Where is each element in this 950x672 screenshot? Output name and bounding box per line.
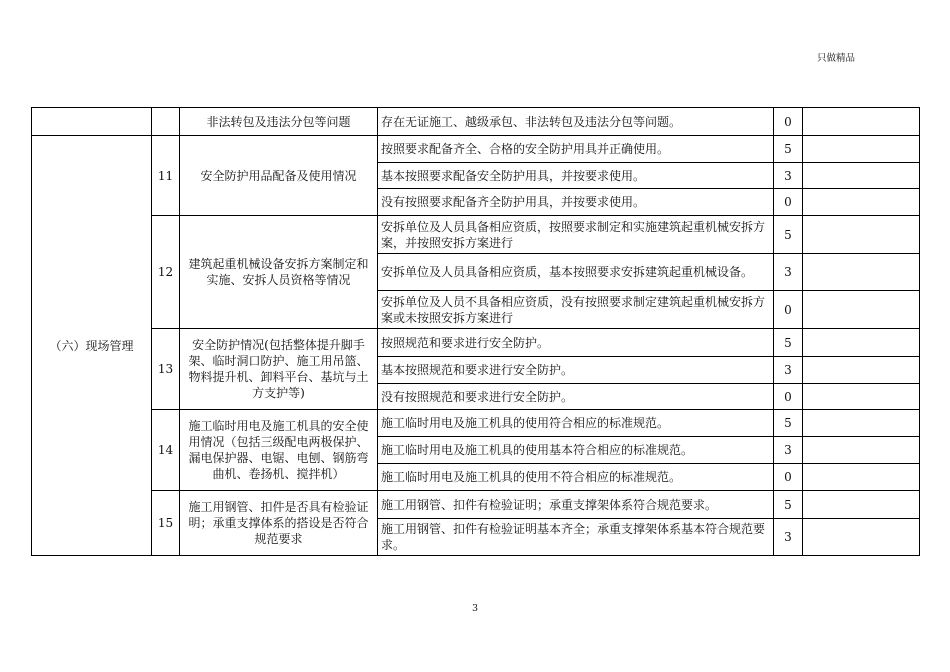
requirement-cell: 施工用钢管、扣件有检验证明；承重支撑架体系符合规范要求。 bbox=[378, 491, 774, 519]
item-cell: 施工用钢管、扣件是否具有检验证明；承重支撑体系的搭设是否符合规范要求 bbox=[180, 491, 378, 556]
score-cell: 3 bbox=[774, 437, 803, 464]
requirement-cell: 安拆单位及人员具备相应资质，基本按照要求安拆建筑起重机械设备。 bbox=[378, 254, 774, 291]
table-row bbox=[32, 216, 920, 254]
requirement-cell: 没有按照要求配备齐全防护用具，并按要求使用。 bbox=[378, 189, 774, 216]
requirement-cell: 安拆单位及人员具备相应资质，按照要求制定和实施建筑起重机械安拆方案，并按照安拆方案进行 bbox=[378, 216, 774, 254]
header-note: 只做精品 bbox=[817, 53, 856, 64]
page-number: 3 bbox=[471, 603, 479, 614]
score-cell: 5 bbox=[774, 136, 803, 163]
requirement-cell: 存在无证施工、越级承包、非法转包及违法分包等问题。 bbox=[378, 108, 774, 136]
number-cell-empty bbox=[152, 108, 180, 136]
score-cell: 0 bbox=[774, 108, 803, 136]
remark-cell bbox=[803, 136, 920, 163]
requirement-cell: 施工临时用电及施工机具的使用不符合相应的标准规范。 bbox=[378, 464, 774, 491]
item-number: 15 bbox=[152, 491, 180, 556]
remark-cell bbox=[803, 384, 920, 410]
remark-cell bbox=[803, 519, 920, 556]
remark-cell bbox=[803, 410, 920, 437]
requirement-cell: 按照规范和要求进行安全防护。 bbox=[378, 329, 774, 357]
requirement-cell: 按照要求配备齐全、合格的安全防护用具并正确使用。 bbox=[378, 136, 774, 163]
remark-cell bbox=[803, 291, 920, 329]
remark-cell bbox=[803, 464, 920, 491]
remark-cell bbox=[803, 189, 920, 216]
score-cell: 5 bbox=[774, 410, 803, 437]
table-row bbox=[32, 491, 920, 519]
item-number: 13 bbox=[152, 329, 180, 410]
score-cell: 5 bbox=[774, 491, 803, 519]
category-cell-empty bbox=[32, 108, 152, 136]
item-cell: 安全防护情况(包括整体提升脚手架、临时洞口防护、施工用吊篮、物料提升机、卸料平台、基坑与土方支护等) bbox=[180, 329, 378, 410]
remark-cell bbox=[803, 108, 920, 136]
score-cell: 3 bbox=[774, 357, 803, 384]
table-row bbox=[32, 136, 920, 163]
table-row bbox=[32, 108, 920, 136]
score-cell: 0 bbox=[774, 464, 803, 491]
requirement-cell: 施工临时用电及施工机具的使用基本符合相应的标准规范。 bbox=[378, 437, 774, 464]
score-cell: 0 bbox=[774, 291, 803, 329]
item-cell: 施工临时用电及施工机具的安全使用情况（包括三级配电两极保护、漏电保护器、电锯、电刨、钢筋弯曲机、卷扬机、搅拌机） bbox=[180, 410, 378, 491]
evaluation-table bbox=[31, 107, 920, 556]
score-cell: 0 bbox=[774, 189, 803, 216]
remark-cell bbox=[803, 437, 920, 464]
category-cell: （六）现场管理 bbox=[32, 136, 152, 556]
remark-cell bbox=[803, 329, 920, 357]
remark-cell bbox=[803, 216, 920, 254]
requirement-cell: 安拆单位及人员不具备相应资质，没有按照要求制定建筑起重机械安拆方案或未按照安拆方案进行 bbox=[378, 291, 774, 329]
score-cell: 3 bbox=[774, 163, 803, 189]
requirement-cell: 没有按照规范和要求进行安全防护。 bbox=[378, 384, 774, 410]
score-cell: 0 bbox=[774, 384, 803, 410]
score-cell: 5 bbox=[774, 329, 803, 357]
table-row bbox=[32, 410, 920, 437]
requirement-cell: 基本按照要求配备安全防护用具，并按要求使用。 bbox=[378, 163, 774, 189]
item-number: 14 bbox=[152, 410, 180, 491]
remark-cell bbox=[803, 163, 920, 189]
item-number: 11 bbox=[152, 136, 180, 216]
item-number: 12 bbox=[152, 216, 180, 329]
requirement-cell: 基本按照规范和要求进行安全防护。 bbox=[378, 357, 774, 384]
remark-cell bbox=[803, 254, 920, 291]
score-cell: 3 bbox=[774, 519, 803, 556]
remark-cell bbox=[803, 491, 920, 519]
score-cell: 5 bbox=[774, 216, 803, 254]
table-row bbox=[32, 329, 920, 357]
item-cell: 安全防护用品配备及使用情况 bbox=[180, 136, 378, 216]
item-cell: 非法转包及违法分包等问题 bbox=[180, 108, 378, 136]
requirement-cell: 施工临时用电及施工机具的使用符合相应的标准规范。 bbox=[378, 410, 774, 437]
requirement-cell: 施工用钢管、扣件有检验证明基本齐全；承重支撑架体系基本符合规范要求。 bbox=[378, 519, 774, 556]
item-cell: 建筑起重机械设备安拆方案制定和实施、安拆人员资格等情况 bbox=[180, 216, 378, 329]
score-cell: 3 bbox=[774, 254, 803, 291]
remark-cell bbox=[803, 357, 920, 384]
